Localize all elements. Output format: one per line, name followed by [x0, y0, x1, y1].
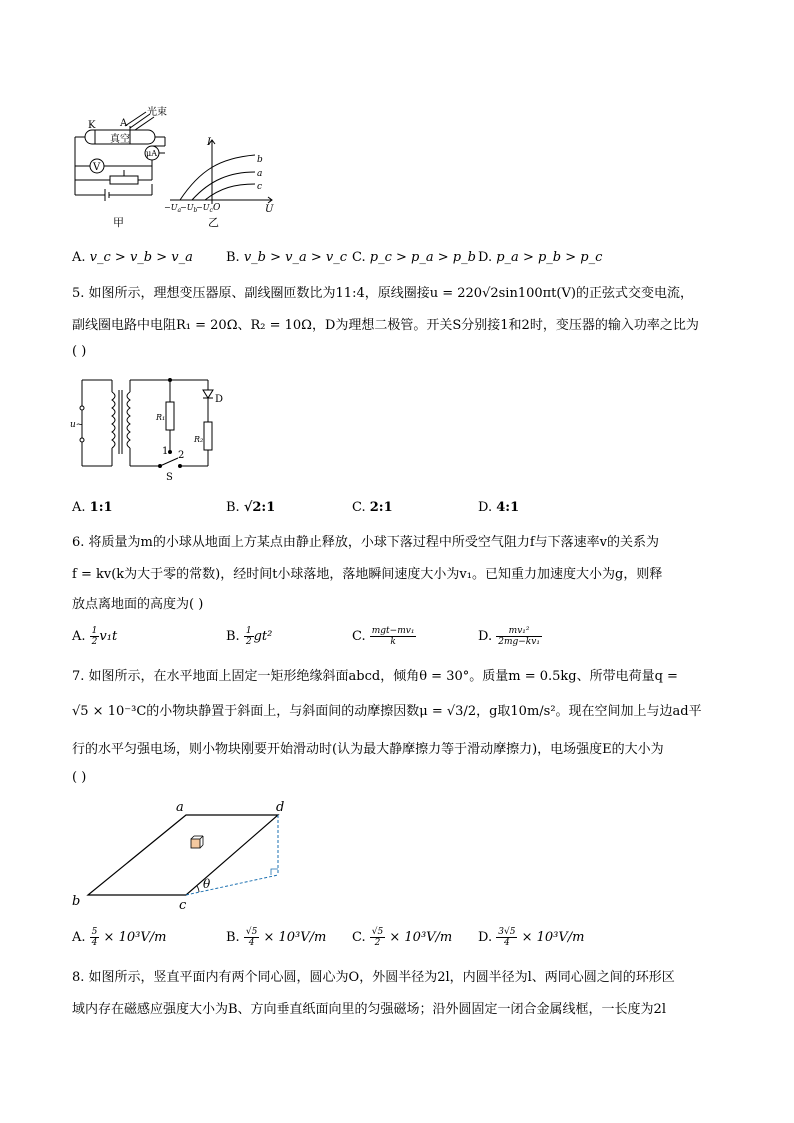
- label-theta: θ: [203, 877, 211, 891]
- label-a: A: [120, 118, 128, 129]
- label-yi: 乙: [208, 216, 219, 229]
- axis-u: U: [265, 204, 274, 215]
- axis-i: I: [207, 137, 211, 148]
- q4-option-d[interactable]: D. p_a > p_b > p_c: [478, 250, 603, 265]
- label-a: a: [176, 800, 184, 815]
- q7-incline-figure: [66, 795, 306, 915]
- q4-figure: [60, 100, 290, 235]
- label-microammeter: μA: [146, 149, 157, 158]
- q8-stem-line2: 域内存在磁感应强度大小为B、方向垂直纸面向里的匀强磁场；沿外圆固定一闭合金属线框，一长度为2l: [72, 1002, 666, 1017]
- q4-option-c[interactable]: C. p_c > p_a > p_b: [352, 250, 476, 265]
- label-d: D: [215, 394, 224, 405]
- q5-stem-line3: ( ): [72, 344, 87, 359]
- tick-uc: $-U_c$: [196, 203, 213, 214]
- q7-option-a[interactable]: A. $\frac{5}{4}$ × 10³V/m: [72, 927, 167, 948]
- q6-option-b[interactable]: B. $\frac{1}{2}$ gt²: [226, 626, 273, 647]
- label-b: b: [72, 894, 81, 909]
- small-block: [191, 836, 203, 848]
- q5-option-b[interactable]: B. √2:1: [226, 500, 276, 515]
- q5-stem-line1: 5. 如图所示，理想变压器原、副线圈匝数比为11:4，原线圈接u = 220√2sin100πt(V)的正弦式交变电流，: [72, 286, 693, 301]
- label-k: K: [88, 120, 96, 131]
- q6-option-d[interactable]: D. $\frac{\text{mv₁²}}{\text{2mg−kv₁}}$: [478, 626, 540, 647]
- label-voltmeter: V: [93, 162, 101, 173]
- q4-option-b[interactable]: B. v_b > v_a > v_c: [226, 250, 348, 265]
- label-s: S: [166, 472, 173, 483]
- q6-stem-line3: 放点离地面的高度为( ): [72, 597, 204, 612]
- q5-transformer-figure: [70, 372, 230, 487]
- label-r2: R₂: [194, 435, 204, 444]
- tick-ua: $-U_a$: [164, 203, 182, 214]
- label-c: c: [179, 898, 187, 913]
- q7-stem-line2: √5 × 10⁻³C的小物块静置于斜面上，与斜面间的动摩擦因数μ = √3/2，g取10m/s²。现在空间加上与边ad平: [72, 704, 702, 719]
- label-d: d: [276, 800, 285, 815]
- curve-c-label: c: [257, 182, 263, 192]
- curve-b-label: b: [257, 155, 263, 165]
- q7-option-c[interactable]: C. $\frac{√5}{2}$ × 10³V/m: [352, 927, 453, 948]
- q7-option-b[interactable]: B. $\frac{√5}{4}$ × 10³V/m: [226, 927, 327, 948]
- q4-option-a[interactable]: A. v_c > v_b > v_a: [72, 250, 193, 265]
- label-jia: 甲: [113, 216, 124, 229]
- label-beam: 光束: [147, 107, 167, 118]
- q6-stem-line1: 6. 将质量为m的小球从地面上方某点由静止释放，小球下落过程中所受空气阻力f与下落速率v的关系为: [72, 535, 660, 550]
- q6-stem-line2: f = kv(k为大于零的常数)，经时间t小球落地，落地瞬间速度大小为v₁。已知重力加速度大小为g，则释: [72, 567, 663, 582]
- q5-option-d[interactable]: D. 4:1: [478, 500, 520, 515]
- curve-a-label: a: [257, 169, 263, 179]
- q5-stem-line2: 副线圈电路中电阻R₁ = 20Ω、R₂ = 10Ω，D为理想二极管。开关S分别接1和2时，变压器的输入功率之比为: [72, 318, 699, 333]
- q7-stem-line1: 7. 如图所示，在水平地面上固定一矩形绝缘斜面abcd，倾角θ = 30°。质量m = 0.5kg、所带电荷量q =: [72, 669, 678, 684]
- q8-stem-line1: 8. 如图所示，竖直平面内有两个同心圆，圆心为O，外圆半径为2l，内圆半径为l、两同心圆之间的环形区: [72, 970, 675, 985]
- label-vacuum: 真空: [110, 134, 130, 145]
- label-u: u~: [70, 420, 84, 430]
- label-n1: 1: [162, 446, 169, 457]
- q5-option-a[interactable]: A. 1:1: [72, 500, 113, 515]
- q7-option-d[interactable]: D. $\frac{3√5}{4}$ × 10³V/m: [478, 927, 585, 948]
- q7-stem-line4: ( ): [72, 770, 87, 785]
- label-r1: R₁: [156, 413, 166, 422]
- q6-option-c[interactable]: C. $\frac{\text{mgt−mv₁}}{k}$: [352, 626, 415, 647]
- label-n2: 2: [178, 450, 185, 461]
- q5-option-c[interactable]: C. 2:1: [352, 500, 393, 515]
- q7-stem-line3: 行的水平匀强电场，则小物块刚要开始滑动时(认为最大静摩擦力等于滑动摩擦力)，电场强度E的大小为: [72, 742, 664, 757]
- origin-o: O: [213, 203, 221, 213]
- tick-ub: $-U_b$: [180, 203, 198, 214]
- q6-option-a[interactable]: A. $\frac{1}{2}$ v₁t: [72, 626, 118, 647]
